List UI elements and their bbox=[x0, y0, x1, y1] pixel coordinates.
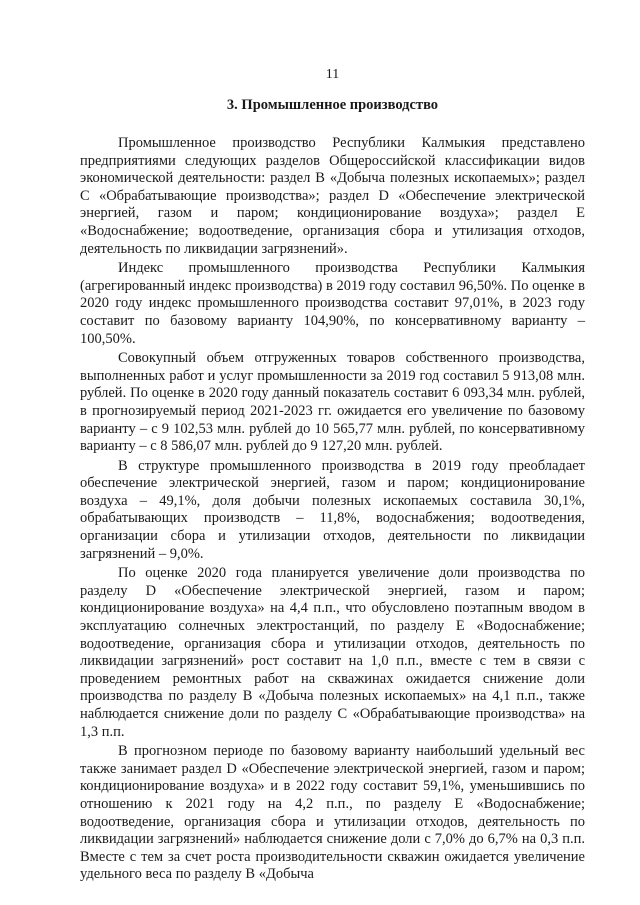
paragraph: Совокупный объем отгруженных товаров собственного производства, выполненных работ и услуг промышленности за 2019 год составил 5 913,08 млн. рублей. По оценке в 2020 году данный показатель составит 6 093,34 млн. рублей, в прогнозируемый период 2021-2023 гг. ожидается его увеличение по базовому варианту – с 9 102,53 млн. рублей до 10 565,77 млн. рублей, по консервативному варианту – с 8 586,07 млн. рублей до 9 127,20 млн. рублей. bbox=[80, 350, 585, 455]
page-number: 11 bbox=[325, 67, 340, 82]
paragraph: В структуре промышленного производства в 2019 году преобладает обеспечение электрической энергией, газом и паром; кондиционирование воздуха – 49,1%, доля добычи полезных ископаемых составила 30,1%, обрабатывающих производств – 11,8%, водоснабжения; водоотведения, организации сбора и утилизации отходов, деятельности по ликвидации загрязнений – 9,0%. bbox=[80, 457, 585, 562]
paragraph: В прогнозном периоде по базовому варианту наибольший удельный вес также занимает раздел D «Обеспечение электрической энергией, газом и паром; кондиционирование воздуха» и в 2022 году составит 59,1%, уменьшившись по отношению к 2021 году на 4,2 п.п., по разделу E «Водоснабжение; водоотведение, организация сбора и утилизации отходов, деятельность по ликвидации загрязнений» наблюдается снижение доли с 7,0% до 6,7% на 0,3 п.п. Вместе с тем за счет роста производительности скважин ожидается увеличение удельного веса по разделу B «Добыча bbox=[80, 743, 585, 883]
paragraph: Промышленное производство Республики Калмыкия представлено предприятиями следующих разделов Общероссийской классификации видов экономической деятельности: раздел B «Добыча полезных ископаемых»; раздел C «Обрабатывающие производства»; раздел D «Обеспечение электрической энергией, газом и паром; кондиционирование воздуха»; раздел E «Водоснабжение; водоотведение, организация сбора и утилизация отходов, деятельность по ликвидации загрязнений». bbox=[80, 135, 585, 257]
paragraph: Индекс промышленного производства Республики Калмыкия (агрегированный индекс производства) в 2019 году составил 96,50%. По оценке в 2020 году индекс промышленного производства составит 97,01%, в 2023 году составит по базовому варианту 104,90%, по консервативному варианту – 100,50%. bbox=[80, 260, 585, 347]
document-page bbox=[80, 66, 585, 886]
section-heading: 3. Промышленное производство bbox=[226, 97, 439, 113]
paragraph: По оценке 2020 года планируется увеличение доли производства по разделу D «Обеспечение электрической энергией, газом и паром; кондиционирование воздуха» на 4,4 п.п., что обусловлено поэтапным вводом в эксплуатацию солнечных электростанций, по разделу E «Водоснабжение; водоотведение, организация сбора и утилизации отходов, деятельность по ликвидации загрязнений» рост составит на 1,0 п.п., вместе с тем в связи с проведением ремонтных работ на скважинах ожидается снижение доли производства по разделу B «Добыча полезных ископаемых» на 4,1 п.п., также наблюдается снижение доли по разделу C «Обрабатывающие производства» на 1,3 п.п. bbox=[80, 565, 585, 740]
